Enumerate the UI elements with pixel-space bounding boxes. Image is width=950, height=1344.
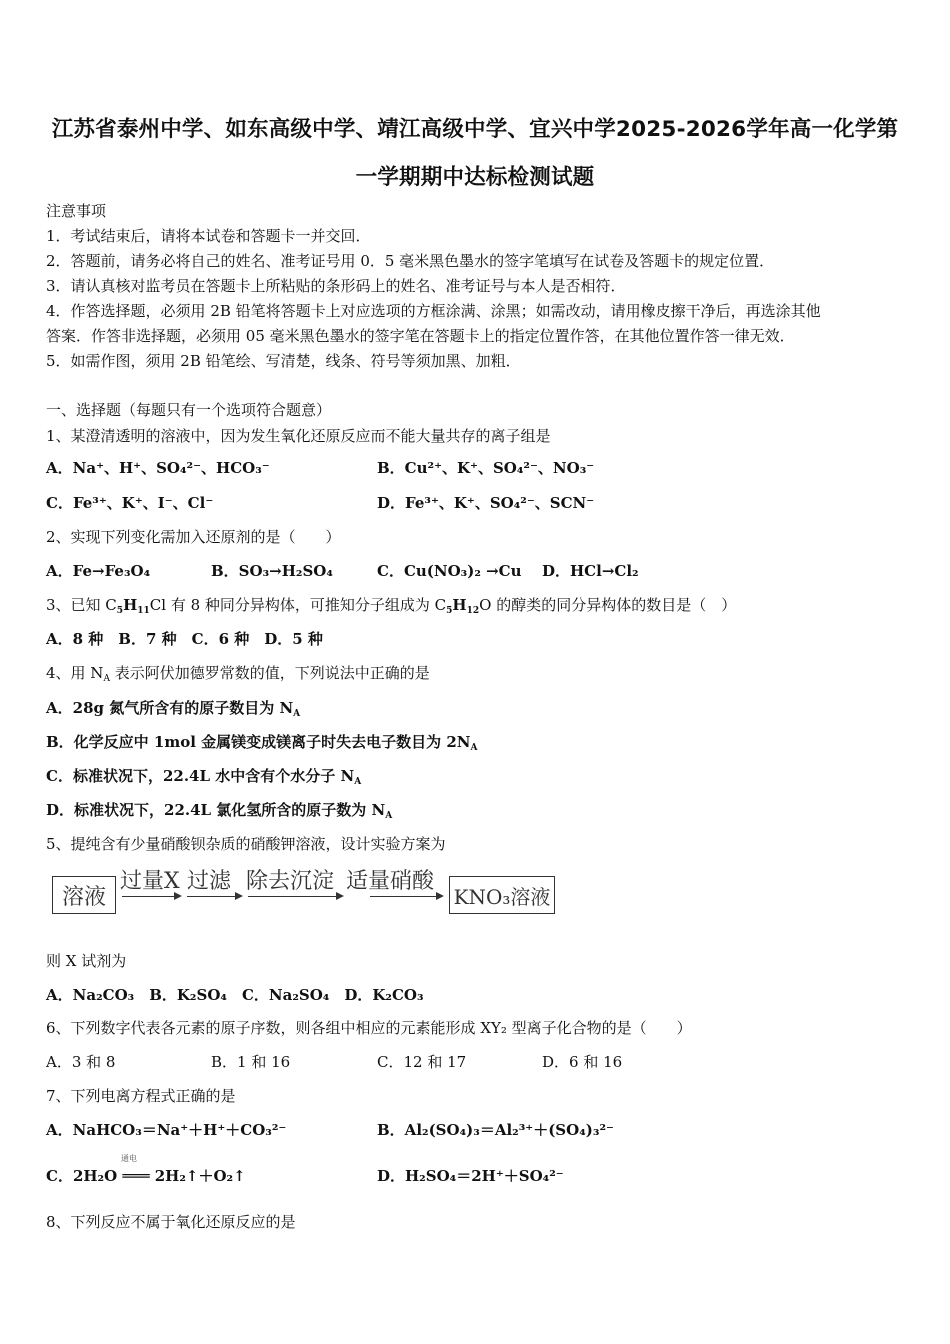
question-1-option-a: A．Na⁺、H⁺、SO₄²⁻、HCO₃⁻ (46, 459, 270, 477)
question-1-stem: 1、某澄清透明的溶液中，因为发生氧化还原反应而不能大量共存的离子组是 (46, 427, 551, 445)
notice-item-3: 3．请认真核对监考员在答题卡上所粘贴的条形码上的姓名、准考证号与本人是否相符． (46, 277, 626, 295)
question-6-option-c: C．12 和 17 (377, 1053, 467, 1071)
question-4-option-a: A．28g 氮气所含有的原子数目为 $N_A$ (46, 699, 301, 719)
question-4-option-c: C．标准状况下，22.4L 水中含有个水分子 $N_A$ (46, 767, 362, 787)
section-heading: 一、选择题（每题只有一个选项符合题意） (46, 401, 332, 419)
question-7-option-b: B．Al₂(SO₄)₃＝Al₂³⁺＋(SO₄)₃²⁻ (377, 1121, 614, 1139)
scheme-arrow-3 (248, 896, 342, 897)
question-8-stem: 8、下列反应不属于氧化还原反应的是 (46, 1213, 296, 1231)
scheme-step-3: 除去沉淀 (246, 869, 335, 894)
question-6-option-a: A．3 和 8 (46, 1053, 116, 1071)
question-4-stem: 4、用 $N_A$ 表示阿伏加德罗常数的值，下列说法中正确的是 (46, 664, 430, 684)
question-5-question: 则 X 试剂为 (46, 952, 127, 970)
question-2-option-b: B．SO₃→H₂SO₄ (211, 562, 333, 580)
question-2-stem: 2、实现下列变化需加入还原剂的是（ ） (46, 528, 341, 546)
question-4-option-b: B．化学反应中 1mol 金属镁变成镁离子时失去电子数目为 $2N_A$ (46, 733, 478, 753)
question-5-stem: 5、提纯含有少量硝酸钡杂质的硝酸钾溶液，设计实验方案为 (46, 835, 446, 853)
question-6-option-b: B．1 和 16 (211, 1053, 291, 1071)
question-1-option-d: D．Fe³⁺、K⁺、SO₄²⁻、SCN⁻ (377, 494, 595, 512)
question-7-option-c: C．2H₂O ═══ 2H₂↑＋O₂↑ (46, 1167, 246, 1185)
scheme-start-box: 溶液 (52, 876, 116, 914)
scheme-arrow-4 (370, 896, 442, 897)
question-2-option-c: C．Cu(NO₃)₂ →Cu (377, 562, 522, 580)
question-3-options: A．8 种 B．7 种 C．6 种 D．5 种 (46, 630, 323, 648)
scheme-arrow-1 (122, 896, 180, 897)
notice-item-1: 1．考试结束后，请将本试卷和答题卡一并交回． (46, 227, 371, 245)
question-3-stem: 3、已知 $C_5H_{11}Cl$ 有 8 种同分异构体，可推知分子组成为 $C_5H_{12}O$ 的醇类的同分异构体的数目是（ ） (46, 596, 737, 616)
question-1-option-c: C．Fe³⁺、K⁺、I⁻、Cl⁻ (46, 494, 214, 512)
notice-item-4: 4．作答选择题，必须用 2B 铅笔将答题卡上对应选项的方框涂满、涂黑；如需改动，请用橡皮擦干净后，再选涂其他 (46, 302, 821, 320)
scheme-arrow-2 (187, 896, 241, 897)
notice-item-4-cont: 答案．作答非选择题，必须用 05 毫米黑色墨水的签字笔在答题卡上的指定位置作答，在其他位置作答一律无效． (46, 327, 795, 345)
question-7-option-d: D．H₂SO₄＝2H⁺＋SO₄²⁻ (377, 1167, 564, 1185)
question-7-condition: 通电 (121, 1154, 137, 1163)
question-7-option-a: A．NaHCO₃＝Na⁺＋H⁺＋CO₃²⁻ (46, 1121, 287, 1139)
page-title-line-2: 一学期期中达标检测试题 (355, 165, 595, 190)
question-5-options: A．Na₂CO₃ B．K₂SO₄ C．Na₂SO₄ D．K₂CO₃ (46, 986, 424, 1004)
scheme-step-1: 过量X (120, 869, 180, 894)
question-4-option-d: D．标准状况下，22.4L 氯化氢所含的原子数为 $N_A$ (46, 801, 393, 821)
question-2-option-a: A．Fe→Fe₃O₄ (46, 562, 151, 580)
page-title-line-1: 江苏省泰州中学、如东高级中学、靖江高级中学、宜兴中学2025-2026学年高一化学第 (51, 117, 899, 142)
question-1-option-b: B．Cu²⁺、K⁺、SO₄²⁻、NO₃⁻ (377, 459, 595, 477)
question-2-option-d: D．HCl→Cl₂ (542, 562, 639, 580)
question-6-stem: 6、下列数字代表各元素的原子序数，则各组中相应的元素能形成 XY₂ 型离子化合物的是（ ） (46, 1019, 692, 1037)
scheme-end-box: KNO₃溶液 (449, 876, 555, 914)
notice-heading: 注意事项 (46, 202, 107, 220)
notice-item-5: 5．如需作图，须用 2B 铅笔绘、写清楚，线条、符号等须加黑、加粗． (46, 352, 521, 370)
question-7-stem: 7、下列电离方程式正确的是 (46, 1087, 236, 1105)
scheme-step-4: 适量硝酸 (346, 869, 435, 894)
notice-item-2: 2．答题前，请务必将自己的姓名、准考证号用 0．5 毫米黑色墨水的签字笔填写在试卷及答题卡的规定位置． (46, 252, 775, 270)
question-6-option-d: D．6 和 16 (542, 1053, 623, 1071)
scheme-step-2: 过滤 (187, 869, 232, 894)
